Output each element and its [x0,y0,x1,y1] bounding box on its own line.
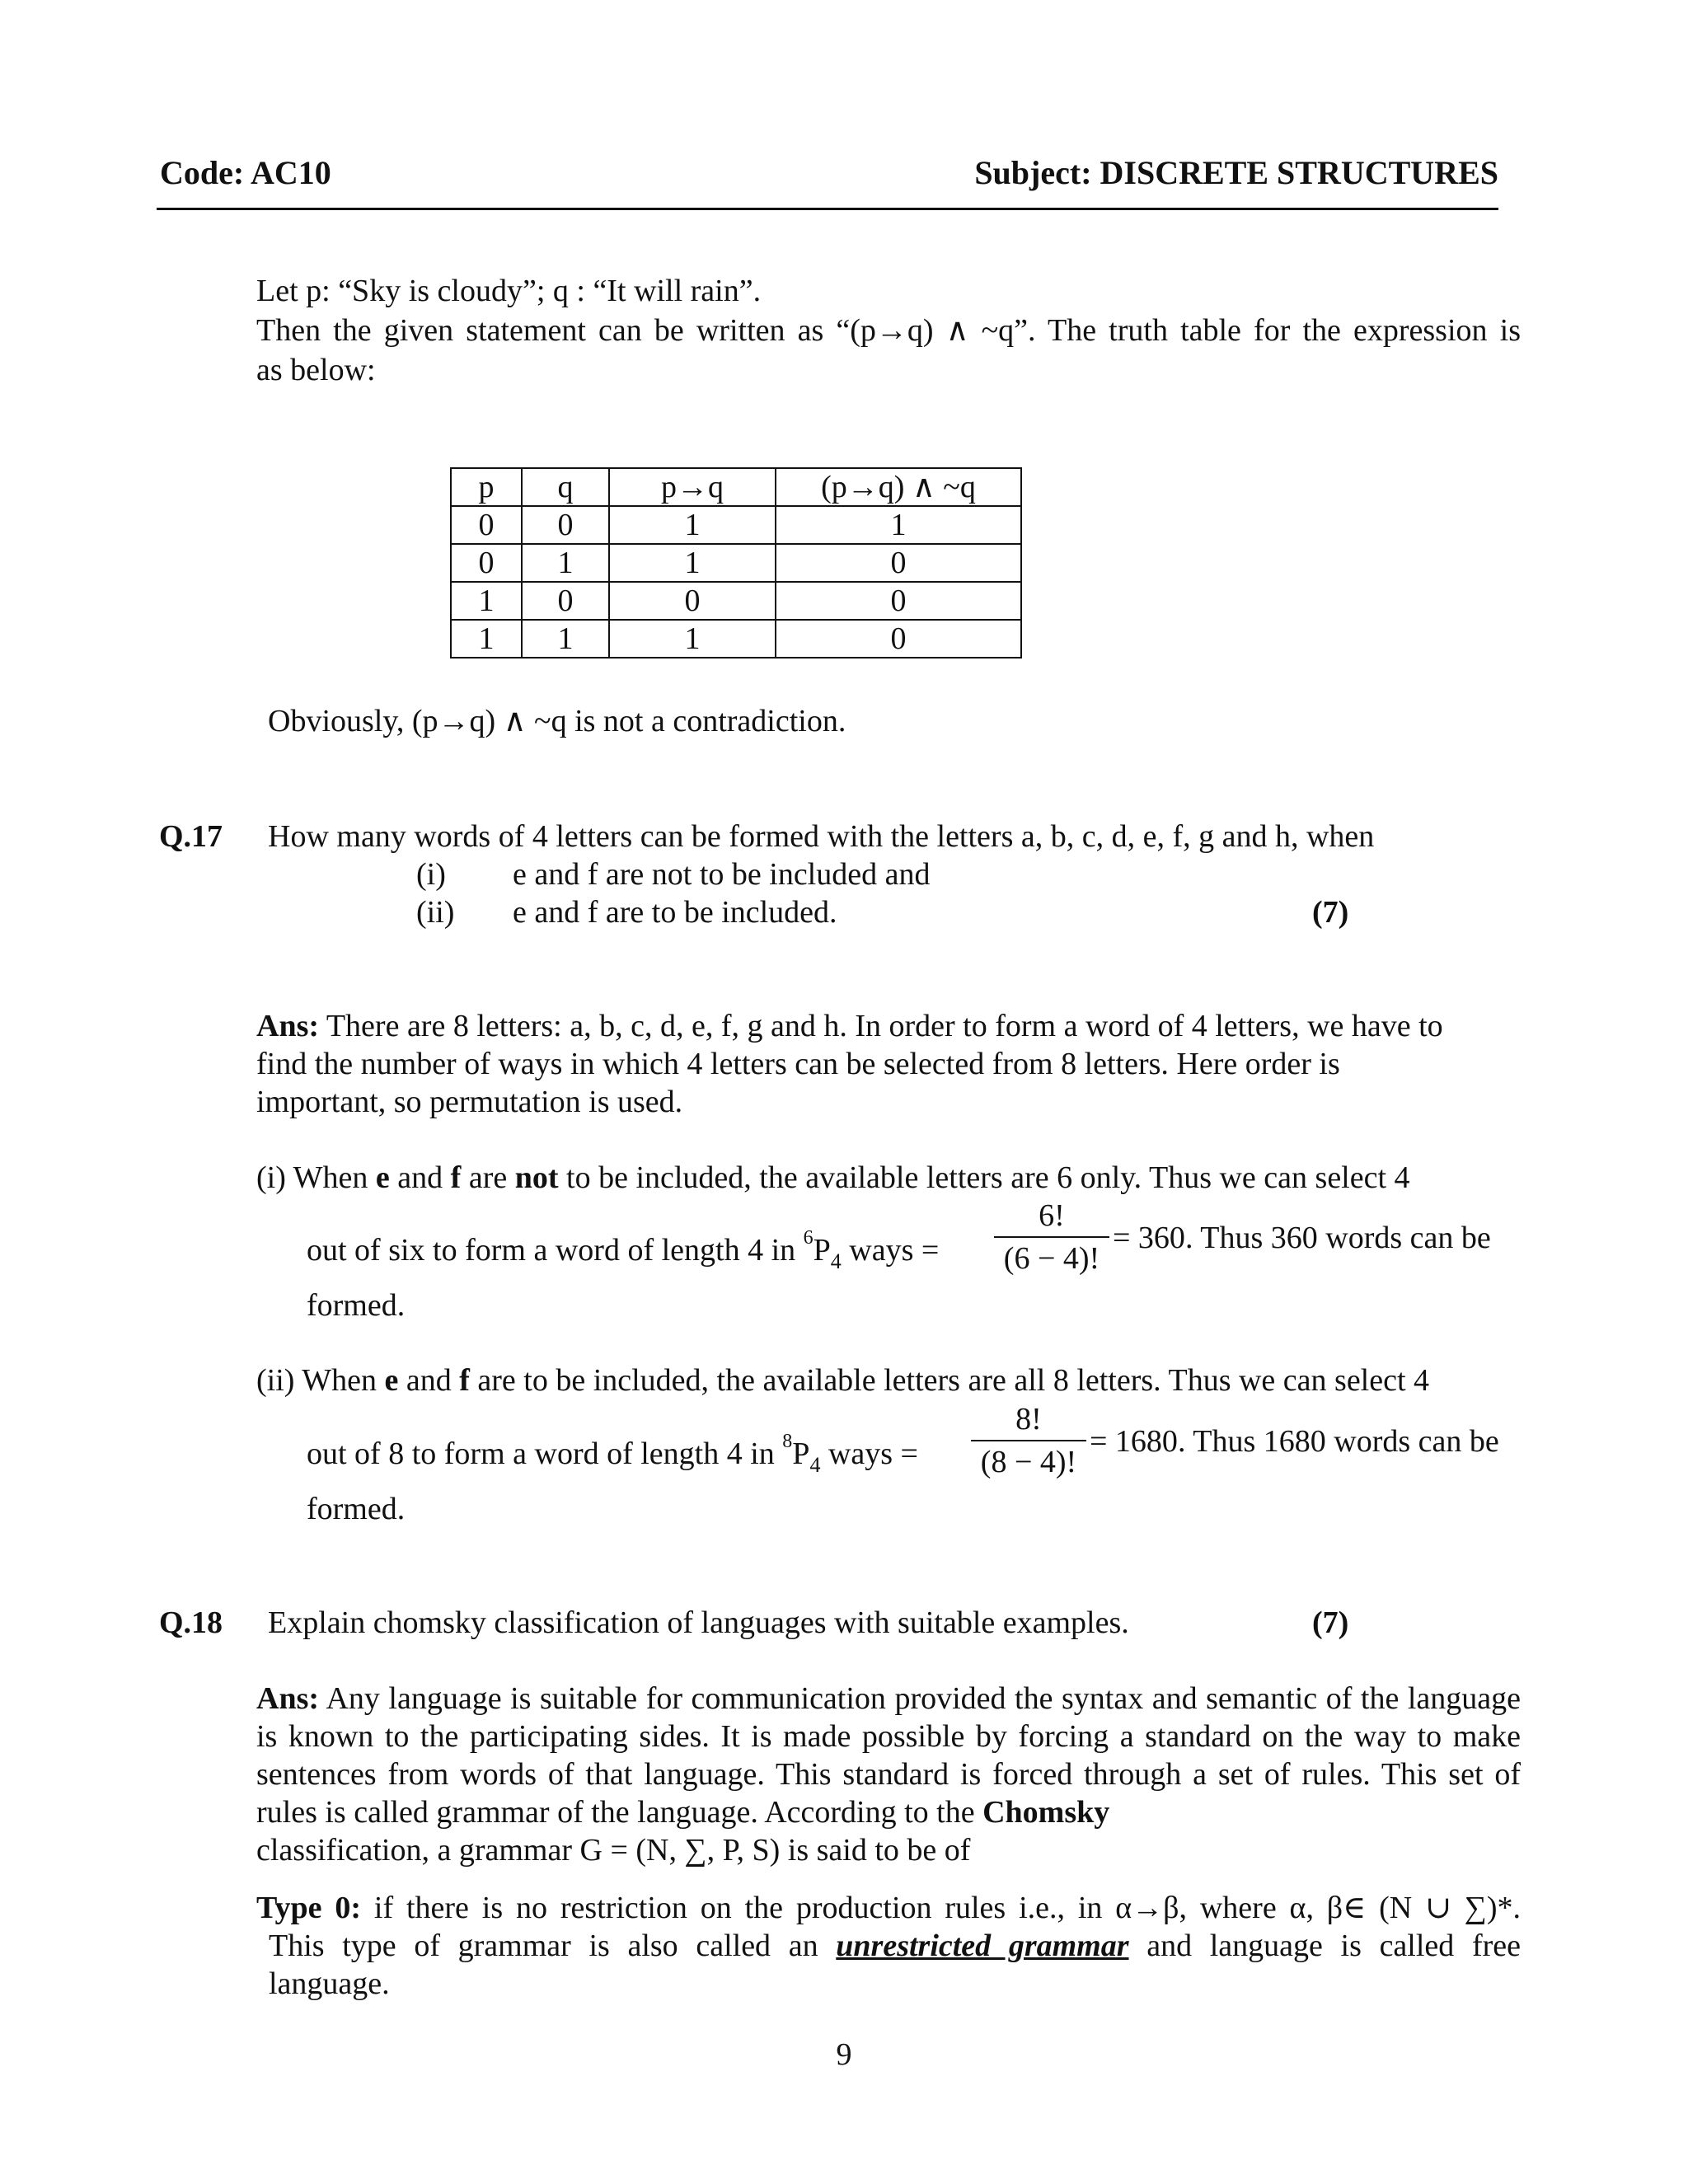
text-run: . Thus 1680 words can be [1177,1424,1499,1459]
table-row [451,506,1021,544]
bold-run: f [450,1160,462,1195]
table-header-cell: p [451,468,522,506]
q17-answer-line-3: important, so permutation is used. [256,1085,683,1119]
text-run: and [398,1363,460,1398]
type0-label: Type 0: [256,1891,362,1925]
table-header-cell: q [522,468,609,506]
fraction-bar [971,1440,1086,1441]
table-cell: 0 [776,544,1021,582]
emphasis-run: unrestricted grammar [836,1929,1129,1963]
text-run: if there is no restriction on the production rules i.e., in α→β, where α, β∈ (N ∪ ∑)*. [361,1891,1522,1925]
page-number: 9 [836,2037,852,2072]
text-run: out of six to form a word of length 4 in [307,1233,804,1268]
question-number-17: Q.17 [159,819,223,854]
table-cell: 0 [776,620,1021,658]
bold-run: e [375,1160,390,1195]
truth-table [450,467,1022,658]
q17-part-1-label: (i) [416,857,446,892]
q17-question-text: How many words of 4 letters can be formed with the letters a, b, c, d, e, f, g and h, when [268,819,1375,854]
table-cell: 0 [451,506,522,544]
conclusion-lead: Obviously, [268,704,405,738]
text-run: and [389,1160,451,1195]
q17-part-2-label: (ii) [416,895,455,930]
bold-run: e [384,1363,399,1398]
table-cell: 1 [609,506,776,544]
text-run: = 1680 [1090,1424,1178,1459]
answer-text: Any language is suitable for communication provided the syntax and semantic of the language is known to the participating sides. It is made possible by forcing a standard on the way to make sentences from words of that language. This standard is forced through a set of rules. This set of rules is called grammar of the language. According to the [256,1681,1521,1830]
table-cell: 1 [776,506,1021,544]
intro-line-3: as below: [256,353,376,387]
table-cell: 1 [609,620,776,658]
case-ii-line-2-right [1090,1422,1499,1460]
table-cell: 0 [451,544,522,582]
case-ii-line-3: formed. [307,1492,406,1526]
case-i-line-1 [256,1159,1410,1197]
table-cell: 1 [609,544,776,582]
permutation-subscript: 4 [830,1249,842,1273]
text-run: and language is called free [1128,1929,1521,1963]
text-run: are to be included, the available letters are all 8 letters. Thus we can select 4 [469,1363,1430,1398]
course-code: Code: AC10 [160,154,331,191]
course-subject: Subject: DISCRETE STRUCTURES [974,154,1498,191]
text-run: ways = [841,1233,940,1268]
text-run: . Thus 360 words can be [1184,1221,1491,1255]
bold-run: f [459,1363,470,1398]
text-run: to be included, the available letters are 6 only. Thus we can select 4 [558,1160,1410,1195]
permutation-subscript: 4 [809,1453,821,1477]
fraction-numerator: 6! [1039,1198,1065,1233]
permutation-symbol: P [813,1233,831,1268]
table-cell: 0 [609,582,776,620]
table-row [451,582,1021,620]
fraction-denominator: (8 − 4)! [980,1445,1077,1479]
q18-marks: (7) [1312,1605,1349,1640]
truth-table-header-row [451,468,1021,506]
q18-question-text: Explain chomsky classification of languages with suitable examples. [268,1605,1129,1640]
text-run: This type of grammar is also called an [269,1929,837,1963]
case-i-line-2-right [1113,1219,1491,1257]
table-row [451,620,1021,658]
fraction-denominator: (6 − 4)! [1003,1241,1100,1276]
text-run: ways = [820,1436,918,1471]
table-cell: 0 [776,582,1021,620]
answer-label: Ans: [256,1681,320,1716]
type0-line-1 [256,1889,1521,1927]
table-cell: 0 [522,582,609,620]
conclusion-text [268,702,846,740]
q17-answer-line-2: find the number of ways in which 4 letters can be selected from 8 letters. Here order is [256,1047,1340,1081]
table-row [451,544,1021,582]
answer-label: Ans: [256,1009,320,1043]
fraction-bar [994,1236,1109,1238]
bold-run: not [514,1160,559,1195]
fraction-numerator: 8! [1015,1402,1042,1436]
q17-answer-line-1 [256,1007,1443,1045]
q17-part-1-text: e and f are not to be included and [513,857,931,892]
table-cell: 1 [451,582,522,620]
text-run: = 360 [1113,1221,1185,1255]
q18-answer-paragraph [256,1680,1521,1831]
q18-answer-last-line: classification, a grammar G = (N, ∑, P, S) is said to be of [256,1833,971,1868]
text-run: are [461,1160,515,1195]
text-run: (i) When [256,1160,376,1195]
conclusion-rest: (p→q) ∧ ~q is not a contradiction. [404,704,846,738]
text-run: (ii) When [256,1363,385,1398]
intro-line-1: Let p: “Sky is cloudy”; q : “It will rain”. [256,274,762,308]
page-header [157,153,1498,210]
table-cell: 0 [522,506,609,544]
fraction-8-factorial [971,1402,1086,1479]
question-number-18: Q.18 [159,1605,223,1640]
table-cell: 1 [522,620,609,658]
case-ii-line-1 [256,1361,1429,1399]
q17-part-2-text: e and f are to be included. [513,895,837,930]
table-header-cell: (p→q) ∧ ~q [776,468,1021,506]
type0-line-2 [269,1927,1521,1965]
q17-marks: (7) [1312,895,1349,930]
permutation-superscript: 6 [803,1227,814,1249]
answer-text: There are 8 letters: a, b, c, d, e, f, g and h. In order to form a word of 4 letters, we have to [319,1009,1443,1043]
case-ii-line-2-left [307,1422,918,1484]
case-i-line-2-left [307,1219,939,1281]
permutation-superscript: 8 [782,1431,793,1452]
table-header-cell: p→q [609,468,776,506]
text-run: out of 8 to form a word of length 4 in [307,1436,783,1471]
bold-run: Chomsky [982,1795,1110,1830]
table-cell: 1 [451,620,522,658]
fraction-6-factorial [994,1198,1109,1276]
intro-line-2: Then the given statement can be written as “(p→q) ∧ ~q”. The truth table for the expression is [256,313,1521,348]
type0-line-3: language. [269,1966,390,2001]
permutation-symbol: P [792,1436,810,1471]
case-i-line-3: formed. [307,1288,406,1323]
table-cell: 1 [522,544,609,582]
